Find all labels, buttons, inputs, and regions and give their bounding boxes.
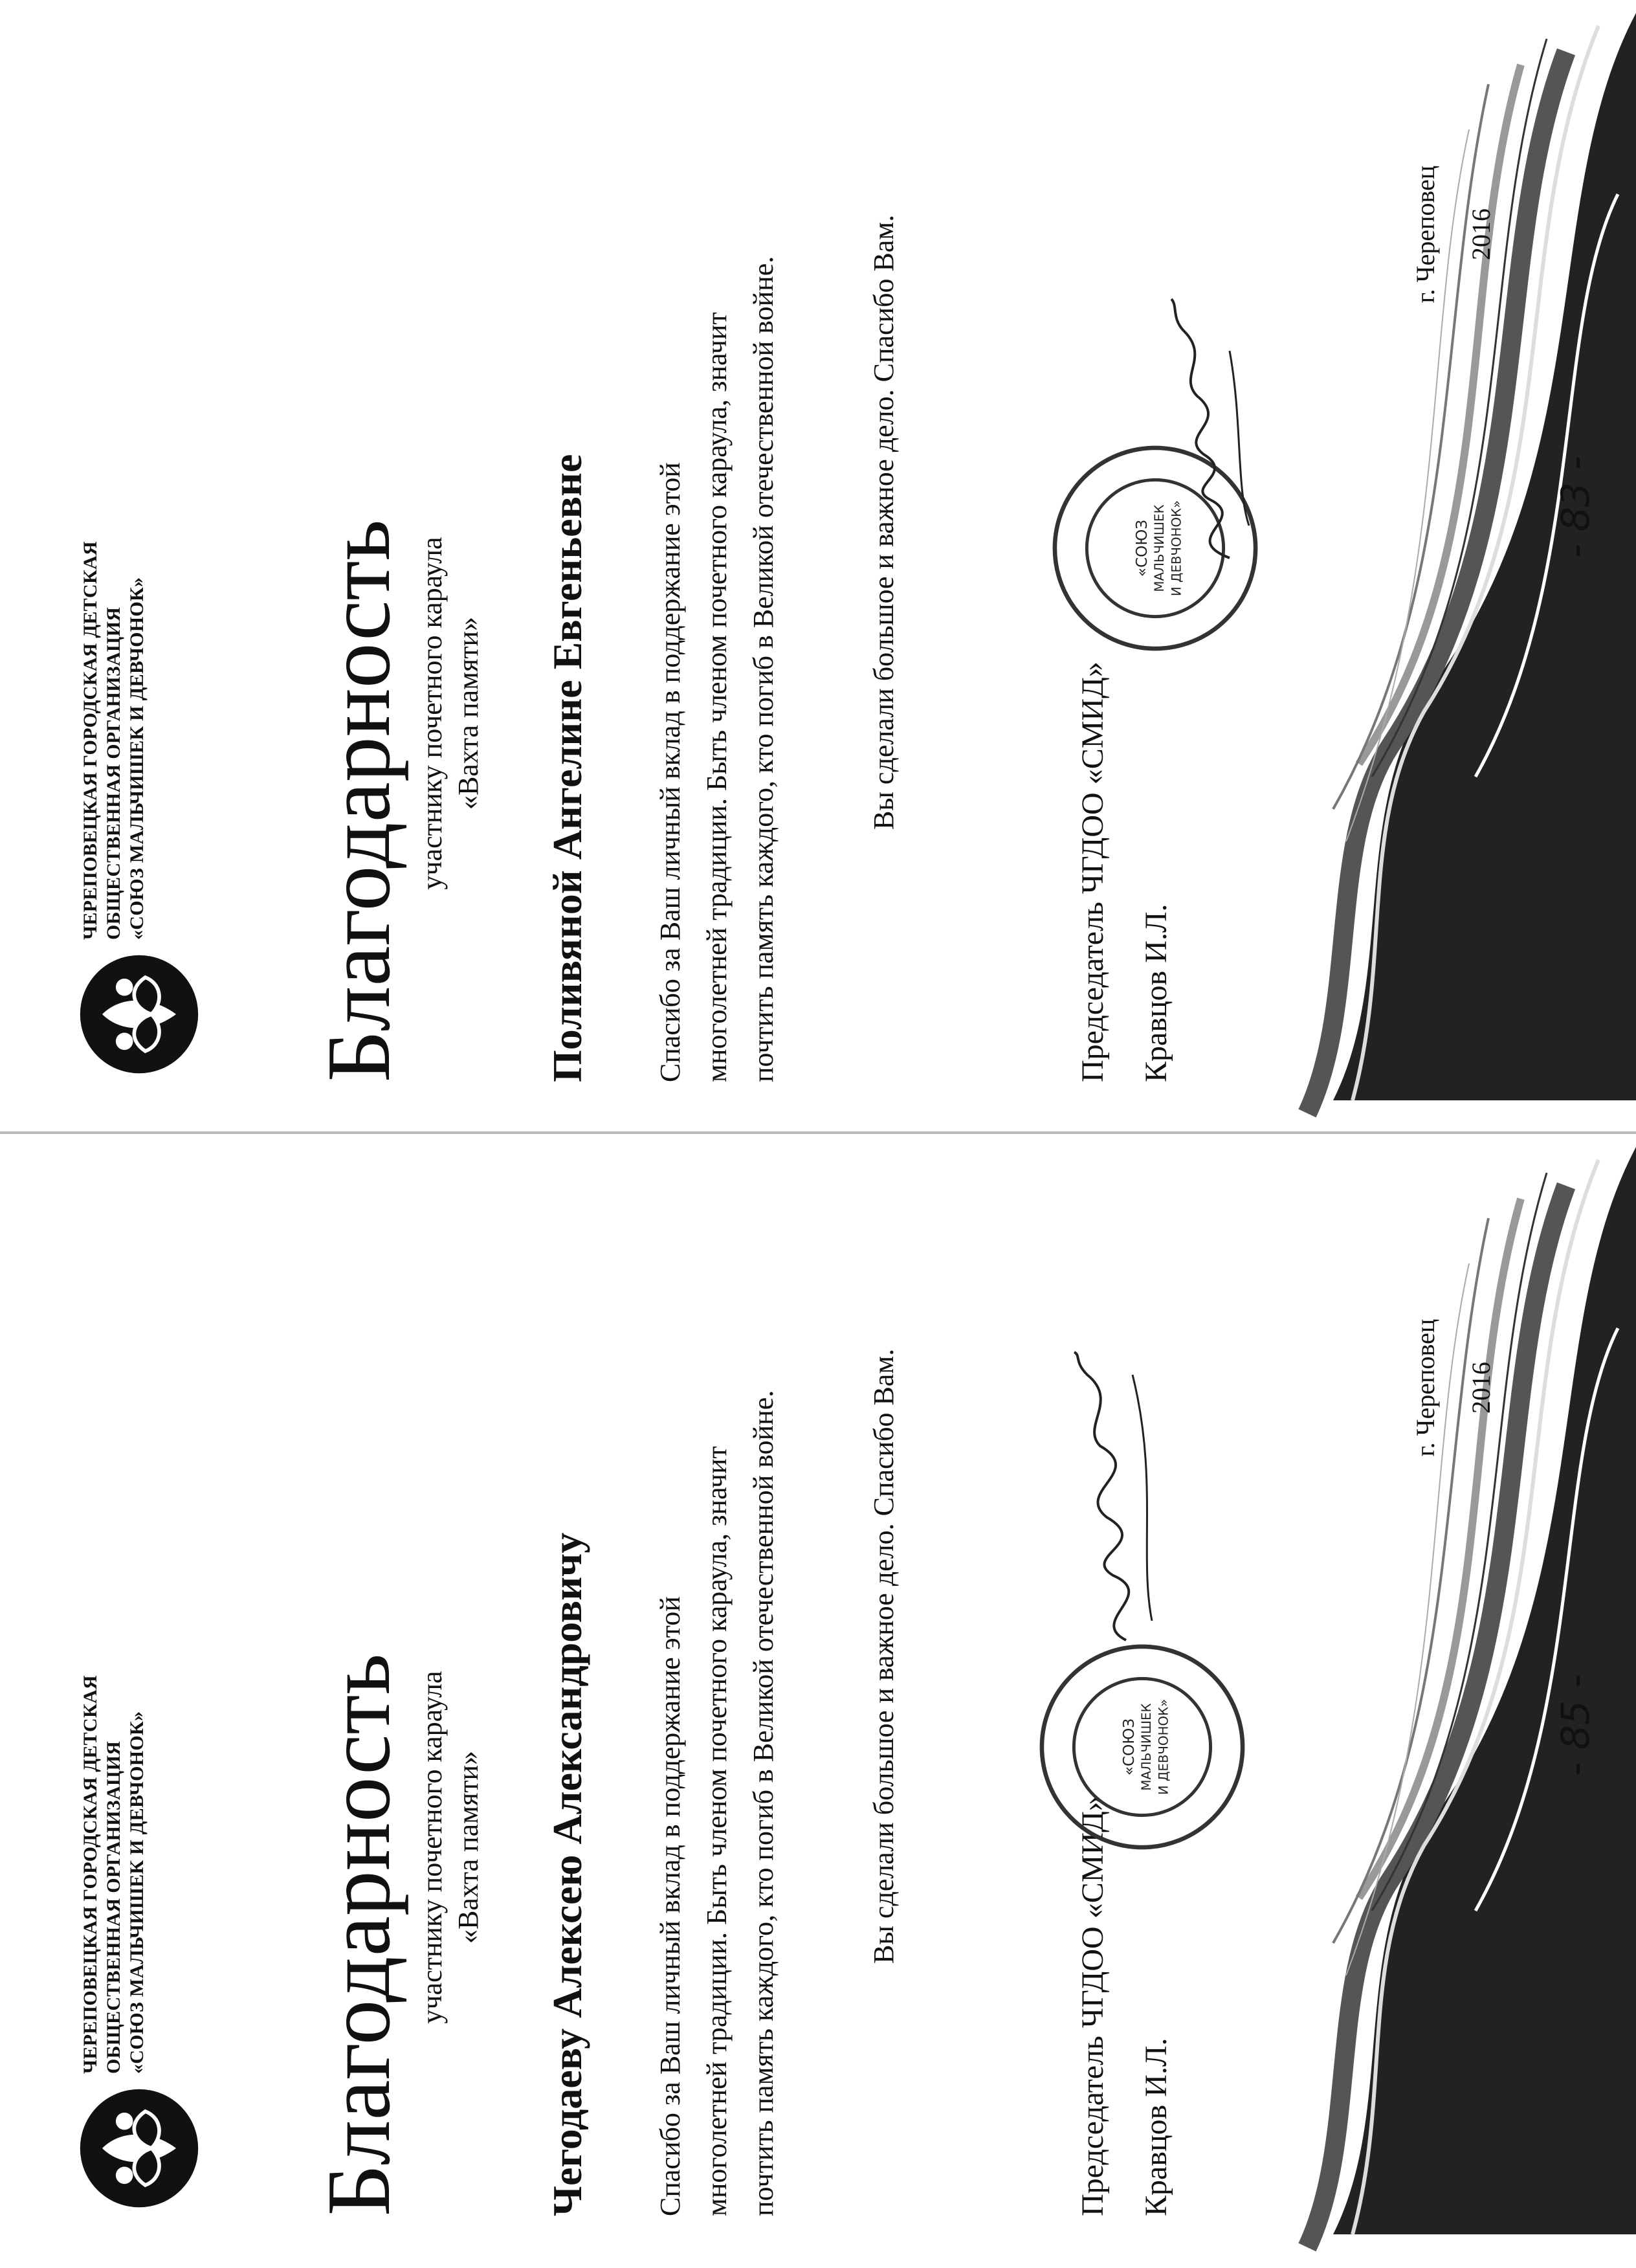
recipient-name: Поливяной Ангелине Евгеньевне [544, 454, 590, 1082]
svg-text:И ДЕВЧОНОК»: И ДЕВЧОНОК» [1156, 1698, 1171, 1796]
body-line-1: Спасибо за Ваш личный вклад в поддержание этой [654, 462, 686, 1082]
organization-logo-icon [78, 2087, 201, 2210]
body-line-2: многолетней традиции. Быть членом почетного караула, значит [701, 1446, 733, 2216]
org-line-2: ОБЩЕСТВЕННАЯ ОРГАНИЗАЦИЯ [103, 606, 124, 940]
org-line-1: ЧЕРЕПОВЕЦКАЯ ГОРОДСКАЯ ДЕТСКАЯ [80, 541, 101, 940]
closing-text: Вы сделали большое и важное дело. Спасибо Вам. [868, 214, 900, 830]
closing-text: Вы сделали большое и важное дело. Спасибо Вам. [868, 1348, 900, 1964]
body-line-1: Спасибо за Ваш личный вклад в поддержание этой [654, 1596, 686, 2216]
handwritten-signature [1061, 1349, 1178, 1647]
certificate-subtitle [414, 1621, 487, 2074]
organization-logo-icon [78, 953, 201, 1076]
svg-text:«СОЮЗ: «СОЮЗ [1133, 519, 1151, 577]
certificate-content-rotated [0, 1134, 1636, 2268]
organization-name [79, 487, 149, 940]
certificate-body [647, 8, 787, 1082]
page-number: - 85 - [1553, 1674, 1598, 1776]
organization-stamp-icon [1035, 1640, 1249, 1854]
certificate-body [647, 1142, 787, 2216]
body-line-2: многолетней традиции. Быть членом почетного караула, значит [701, 312, 733, 1082]
city-and-year [1398, 1284, 1509, 1491]
certificate-subtitle [414, 487, 487, 940]
subtitle-line-1: участнику почетного караула [416, 1671, 448, 2024]
svg-text:«СОЮЗ: «СОЮЗ [1120, 1718, 1138, 1776]
handwritten-signature [1152, 293, 1262, 564]
org-line-3: «СОЮЗ МАЛЬЧИШЕК И ДЕВЧОНОК» [126, 577, 148, 940]
certificate-title: Благодарность [309, 519, 409, 1082]
subtitle-line-1: участнику почетного караула [416, 537, 448, 890]
body-line-3: почтить память каждого, кто погиб в Великой отечественной войне. [747, 1390, 779, 2216]
city-and-year [1398, 131, 1509, 338]
organization-name [79, 1621, 149, 2074]
org-line-2: ОБЩЕСТВЕННАЯ ОРГАНИЗАЦИЯ [103, 1740, 124, 2074]
chairman-name: Кравцов И.Л. [1139, 904, 1173, 1082]
chairman-name: Кравцов И.Л. [1139, 2038, 1173, 2216]
certificate-bottom [0, 1134, 1636, 2268]
org-line-1: ЧЕРЕПОВЕЦКАЯ ГОРОДСКАЯ ДЕТСКАЯ [80, 1675, 101, 2074]
certificate-title: Благодарность [309, 1653, 409, 2216]
body-line-3: почтить память каждого, кто погиб в Великой отечественной войне. [747, 256, 779, 1082]
chairman-signature-block [1061, 1796, 1188, 2216]
svg-text:И ДЕВЧОНОК»: И ДЕВЧОНОК» [1169, 500, 1184, 597]
city: г. Череповец [1411, 165, 1440, 304]
subtitle-line-2: «Вахта памяти» [452, 1751, 484, 1944]
chairman-title: Председатель ЧГДОО «СМИД» [1076, 662, 1110, 1082]
year: 2016 [1466, 208, 1496, 260]
city: г. Череповец [1411, 1318, 1440, 1457]
recipient-name: Чегодаеву Алексею Александровичу [544, 1532, 590, 2216]
svg-text:МАЛЬЧИШЕК: МАЛЬЧИШЕК [1139, 1703, 1155, 1791]
page-number: - 83 - [1553, 456, 1598, 558]
subtitle-line-2: «Вахта памяти» [452, 617, 484, 810]
chairman-title: Председатель ЧГДОО «СМИД» [1076, 1796, 1110, 2216]
chairman-signature-block [1061, 662, 1188, 1082]
svg-text:МАЛЬЧИШЕК: МАЛЬЧИШЕК [1152, 504, 1167, 592]
year: 2016 [1466, 1362, 1496, 1414]
org-line-3: «СОЮЗ МАЛЬЧИШЕК И ДЕВЧОНОК» [126, 1711, 148, 2074]
